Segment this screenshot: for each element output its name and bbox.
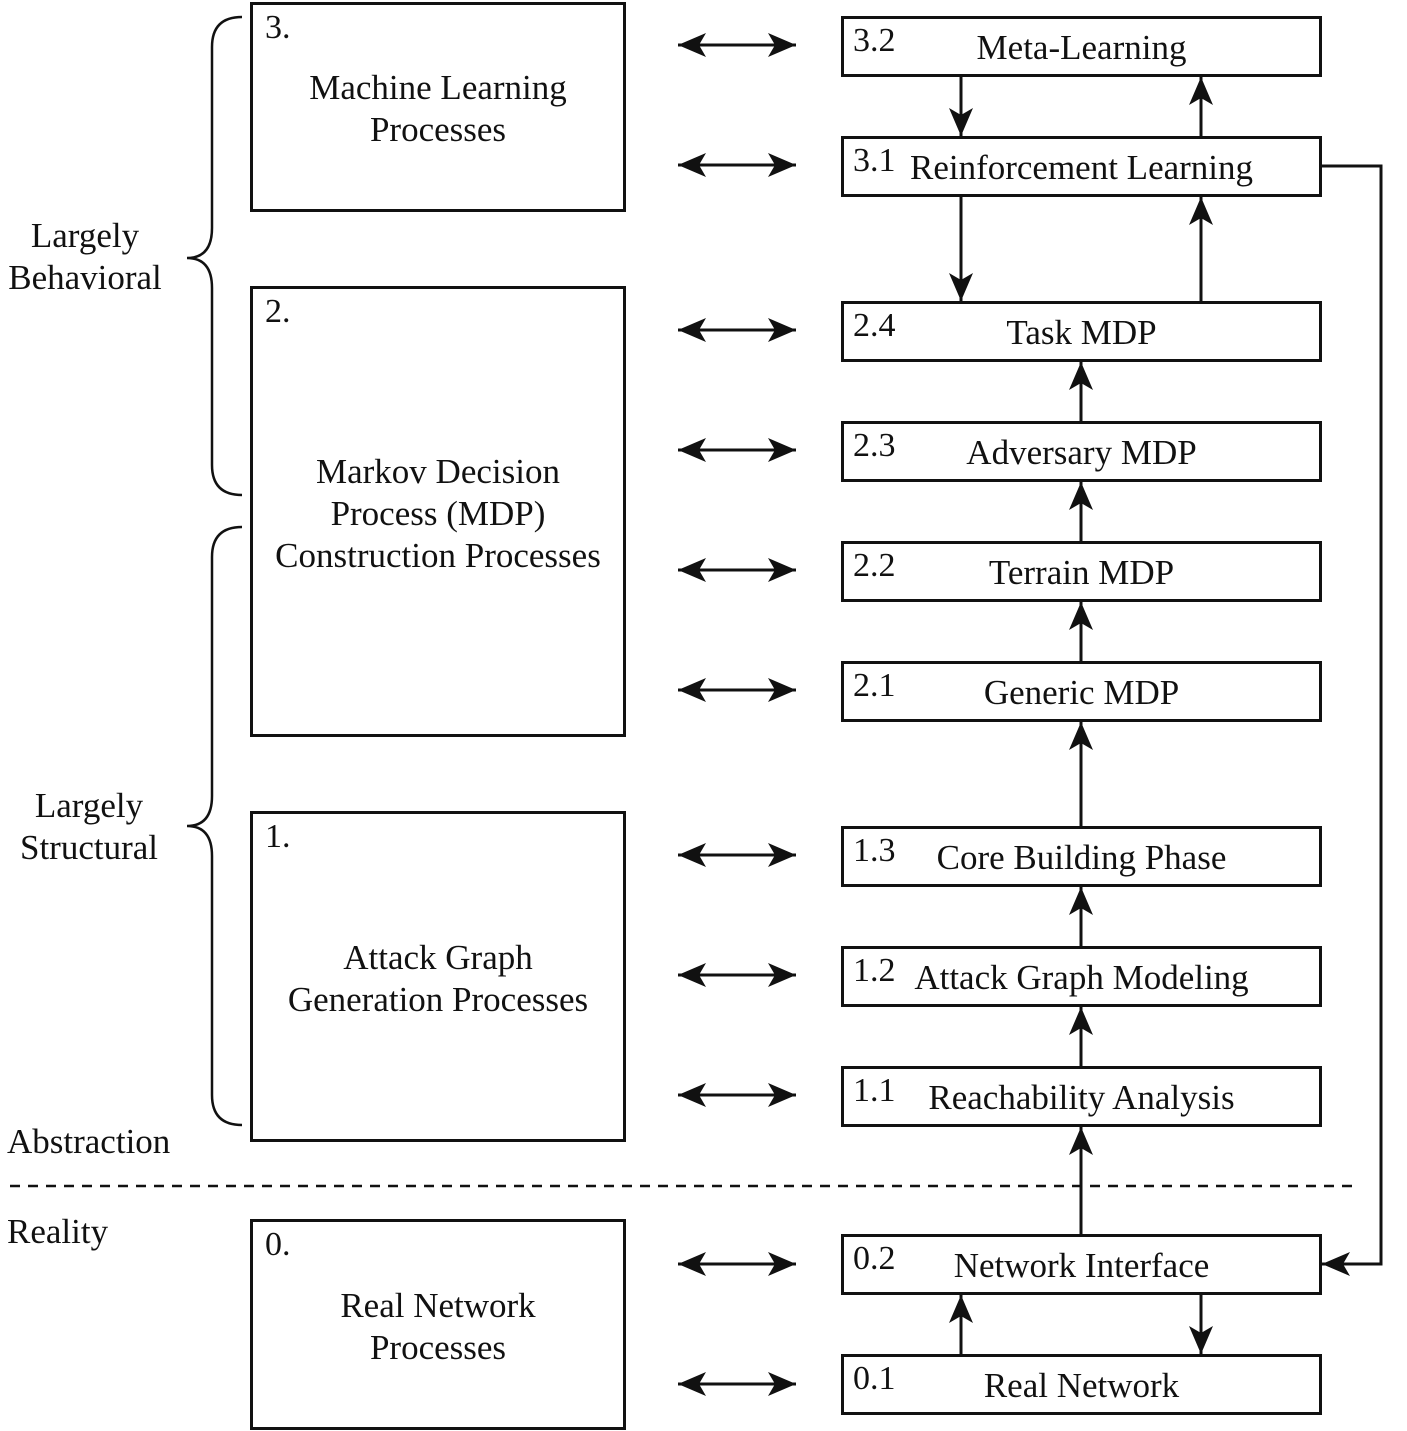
group-number: 0.	[265, 1226, 291, 1263]
structural-brace	[187, 527, 242, 1125]
stage-title: Task MDP	[1006, 313, 1157, 352]
label-line: Behavioral	[8, 258, 162, 297]
stage-generic-mdp	[841, 661, 1322, 722]
stage-title: Core Building Phase	[936, 838, 1227, 877]
stage-number: 2.3	[853, 427, 896, 464]
label-line: Structural	[19, 828, 159, 867]
stage-number: 2.4	[853, 307, 896, 344]
stage-meta-learning	[841, 16, 1322, 77]
stage-terrain-mdp	[841, 541, 1322, 602]
group-number: 2.	[265, 293, 291, 330]
behavioral-brace	[187, 17, 242, 495]
group-number: 3.	[265, 9, 291, 46]
stage-network-interface	[841, 1234, 1322, 1295]
group-number: 1.	[265, 818, 291, 855]
process-group-ml	[250, 2, 626, 212]
group-title-line: Processes	[369, 110, 507, 149]
stage-number: 2.2	[853, 547, 896, 584]
process-group-attack-graph	[250, 811, 626, 1142]
stage-adversary-mdp	[841, 421, 1322, 482]
process-group-mdp	[250, 286, 626, 737]
largely-behavioral-label	[0, 215, 170, 299]
group-title-line: Construction Processes	[275, 535, 601, 575]
stage-title: Attack Graph Modeling	[914, 958, 1249, 997]
stage-title: Reachability Analysis	[928, 1078, 1235, 1117]
group-title-line: Attack Graph	[343, 937, 533, 977]
stage-number: 3.1	[853, 142, 896, 179]
stage-number: 1.1	[853, 1072, 896, 1109]
group-title-line: Real Network	[340, 1285, 536, 1325]
group-title	[253, 1285, 623, 1369]
group-title	[253, 67, 623, 151]
group-title-line: Markov Decision	[316, 451, 560, 491]
group-title-line: Machine Learning	[309, 68, 567, 107]
stage-real-network	[841, 1354, 1322, 1415]
group-title-line: Processes	[369, 1327, 507, 1367]
stage-task-mdp	[841, 301, 1322, 362]
group-title-line: Process (MDP)	[330, 493, 546, 533]
stage-title: Network Interface	[953, 1246, 1210, 1285]
stage-title: Real Network	[983, 1366, 1180, 1405]
abstraction-label: Abstraction	[7, 1122, 171, 1161]
stage-number: 1.3	[853, 832, 896, 869]
stage-title: Adversary MDP	[966, 433, 1197, 472]
group-title	[253, 937, 623, 1021]
stage-title: Terrain MDP	[988, 553, 1175, 592]
stage-title: Generic MDP	[983, 673, 1180, 712]
largely-structural-label	[4, 785, 174, 869]
stage-number: 2.1	[853, 667, 896, 704]
stage-title: Meta-Learning	[976, 28, 1187, 67]
stage-attack-graph-modeling	[841, 946, 1322, 1007]
label-line: Largely	[34, 786, 144, 825]
stage-title: Reinforcement Learning	[909, 148, 1254, 187]
stage-number: 1.2	[853, 952, 896, 989]
stage-reinforcement-learning	[841, 136, 1322, 197]
reality-label: Reality	[7, 1212, 109, 1251]
process-group-real-network	[250, 1219, 626, 1430]
group-title-line: Generation Processes	[287, 979, 589, 1019]
stage-number: 0.1	[853, 1360, 896, 1397]
feedback-connector-arrow	[1322, 166, 1381, 1264]
stage-core-building-phase	[841, 826, 1322, 887]
group-title	[253, 451, 623, 577]
stage-number: 3.2	[853, 22, 896, 59]
stage-reachability-analysis	[841, 1066, 1322, 1127]
label-line: Largely	[30, 216, 140, 255]
stage-number: 0.2	[853, 1240, 896, 1277]
